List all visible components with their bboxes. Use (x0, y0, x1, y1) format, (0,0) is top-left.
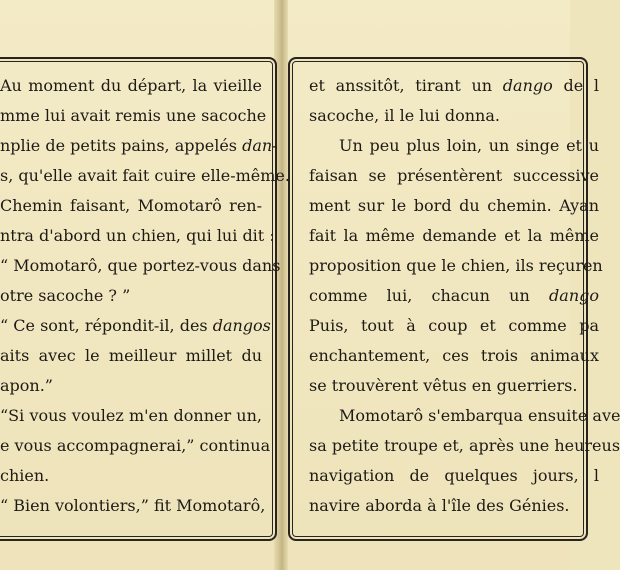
text-line: enchantement, ces trois animaux (309, 346, 599, 365)
right-page-text (293, 70, 620, 530)
text-line: aits avec le meilleur millet du (0, 346, 262, 365)
text-line: s, qu'elle avait fait cuire elle-même. (0, 166, 290, 185)
text-line: Puis, tout à coup et comme pa (309, 316, 599, 335)
text-line: otre sacoche ? ” (0, 286, 131, 305)
text-line: nplie de petits pains, appelés dan- (0, 136, 278, 155)
text-line: chien. (0, 466, 50, 485)
text-line: se trouvèrent vêtus en guerriers. (309, 376, 578, 395)
text-line: Chemin faisant, Momotarô ren- (0, 196, 262, 215)
left-page-text (0, 70, 290, 530)
text-line: sa petite troupe et, après une heureus (309, 436, 620, 455)
text-line: ment sur le bord du chemin. Ayan (309, 196, 599, 215)
text-line: “ Bien volontiers,” fit Momotarô, (0, 496, 266, 515)
text-line: e vous accompagnerai,” continua (0, 436, 271, 455)
text-line: Au moment du départ, la vieille (0, 76, 262, 95)
text-line: fait la même demande et la même (309, 226, 599, 245)
text-line: mme lui avait remis une sacoche (0, 106, 267, 125)
text-line: ntra d'abord un chien, qui lui dit : (0, 226, 275, 245)
text-line: “ Ce sont, répondit-il, des dangos (0, 316, 271, 335)
text-line: Un peu plus loin, un singe et u (339, 136, 599, 155)
text-line: apon.” (0, 376, 53, 395)
text-line: sacoche, il le lui donna. (309, 106, 500, 125)
text-line: comme lui, chacun un dango (309, 286, 599, 305)
text-line: navigation de quelques jours, l (309, 466, 599, 485)
text-line: Momotarô s'embarqua ensuite ave (339, 406, 620, 425)
text-line: et anssitôt, tirant un dango de l (309, 76, 599, 95)
text-line: faisan se présentèrent successive (309, 166, 599, 185)
text-line: proposition que le chien, ils reçuren (309, 256, 603, 275)
text-line: “Si vous voulez m'en donner un, (0, 406, 262, 425)
text-line: navire aborda à l'île des Génies. (309, 496, 570, 515)
text-line: “ Momotarô, que portez-vous dans (0, 256, 281, 275)
